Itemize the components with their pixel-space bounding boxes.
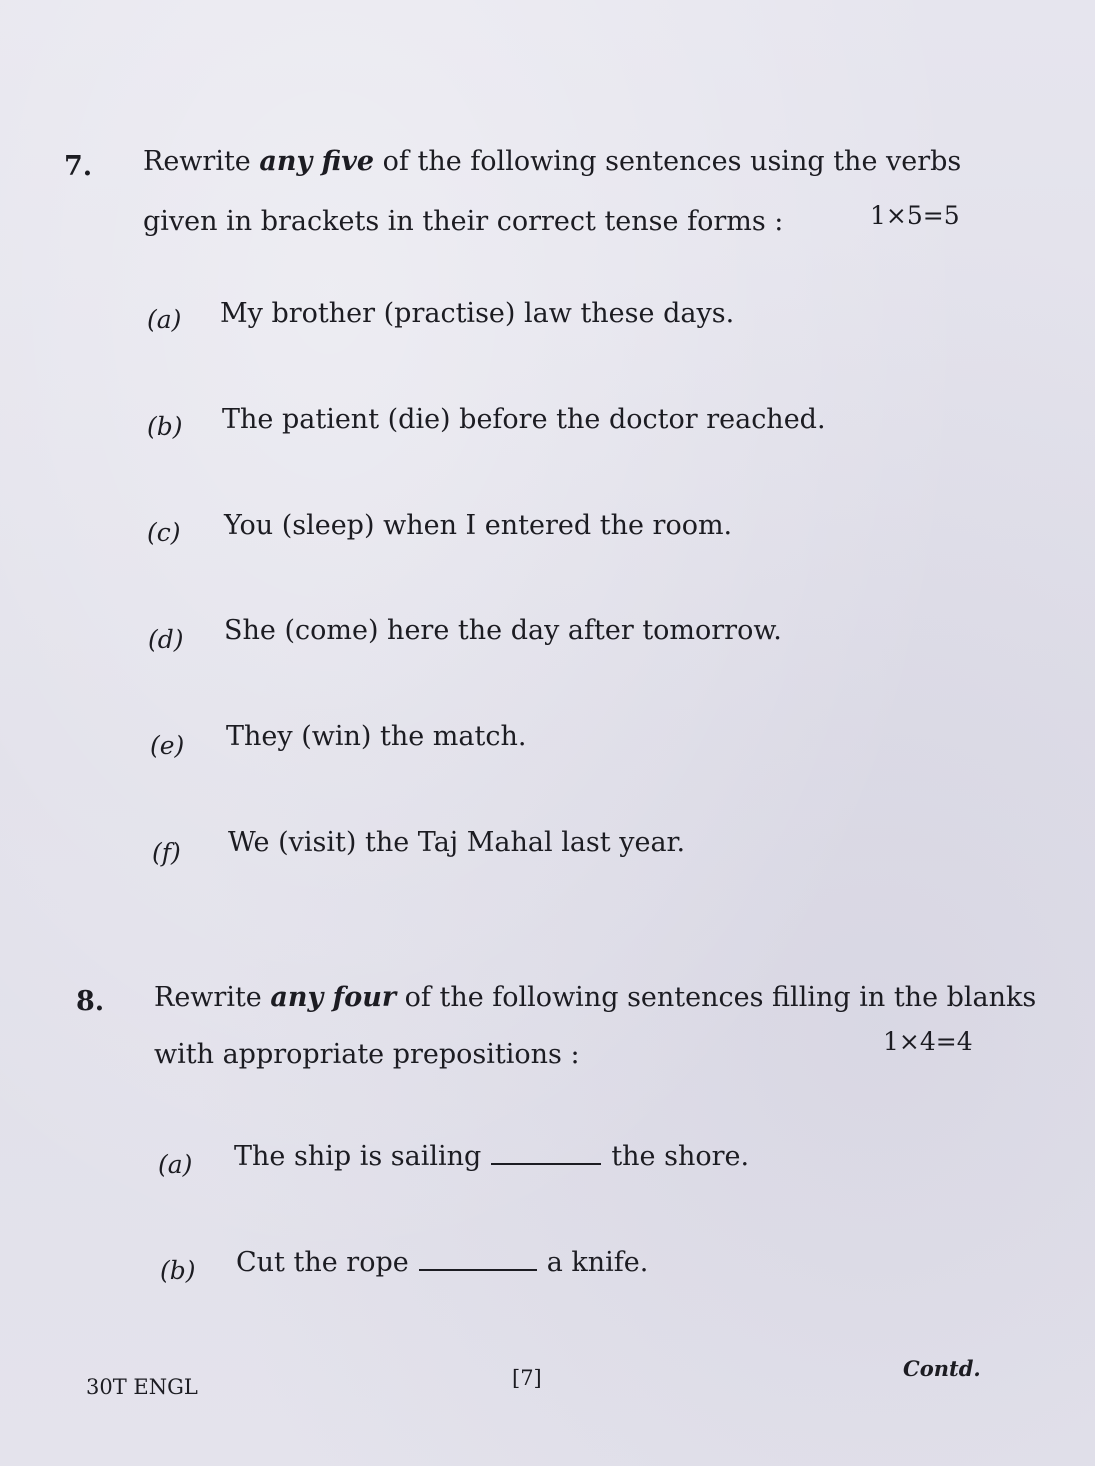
option-label: (f) xyxy=(152,838,181,867)
option-text: They (win) the match. xyxy=(226,721,527,752)
option-label: (e) xyxy=(150,731,185,760)
option-text: We (visit) the Taj Mahal last year. xyxy=(228,827,686,858)
option-text-before: Cut the rope xyxy=(236,1247,409,1278)
paper-code: 30T ENGL xyxy=(86,1375,198,1399)
fill-in-blank xyxy=(491,1157,601,1165)
marks-allocation: 1×4=4 xyxy=(883,1027,973,1056)
instruction-text: of the following sentences filling in the blanks xyxy=(396,982,1037,1013)
option-label: (c) xyxy=(147,518,181,547)
option-text-after: a knife. xyxy=(546,1247,649,1278)
option-label: (d) xyxy=(148,625,184,654)
instruction-emphasis: any four xyxy=(270,982,397,1013)
option-text: She (come) here the day after tomorrow. xyxy=(224,615,782,646)
instruction-text: of the following sentences using the verbs xyxy=(374,146,962,177)
continued-label: Contd. xyxy=(903,1356,981,1381)
fill-in-blank xyxy=(419,1263,537,1271)
question-instruction-line-2: with appropriate prepositions : xyxy=(154,1039,580,1070)
instruction-emphasis: any five xyxy=(259,146,375,177)
option-label: (b) xyxy=(147,412,183,441)
option-text xyxy=(234,1140,749,1174)
page-number: [7] xyxy=(512,1366,542,1390)
option-label: (b) xyxy=(160,1256,196,1285)
question-instruction-line-1 xyxy=(143,145,961,179)
option-text-after: the shore. xyxy=(611,1141,750,1172)
question-number: 7. xyxy=(64,151,93,182)
option-label: (a) xyxy=(147,305,182,334)
marks-allocation: 1×5=5 xyxy=(870,201,960,230)
option-text xyxy=(236,1246,648,1280)
option-text: The patient (die) before the doctor reached. xyxy=(222,404,826,435)
question-number: 8. xyxy=(76,986,105,1017)
option-text: You (sleep) when I entered the room. xyxy=(224,510,733,541)
question-instruction-line-1 xyxy=(154,981,1036,1015)
option-label: (a) xyxy=(158,1150,193,1179)
question-instruction-line-2: given in brackets in their correct tense forms : xyxy=(143,206,784,237)
option-text-before: The ship is sailing xyxy=(234,1141,482,1172)
option-text: My brother (practise) law these days. xyxy=(220,298,735,329)
instruction-text: Rewrite xyxy=(154,982,271,1013)
instruction-text: Rewrite xyxy=(143,146,260,177)
